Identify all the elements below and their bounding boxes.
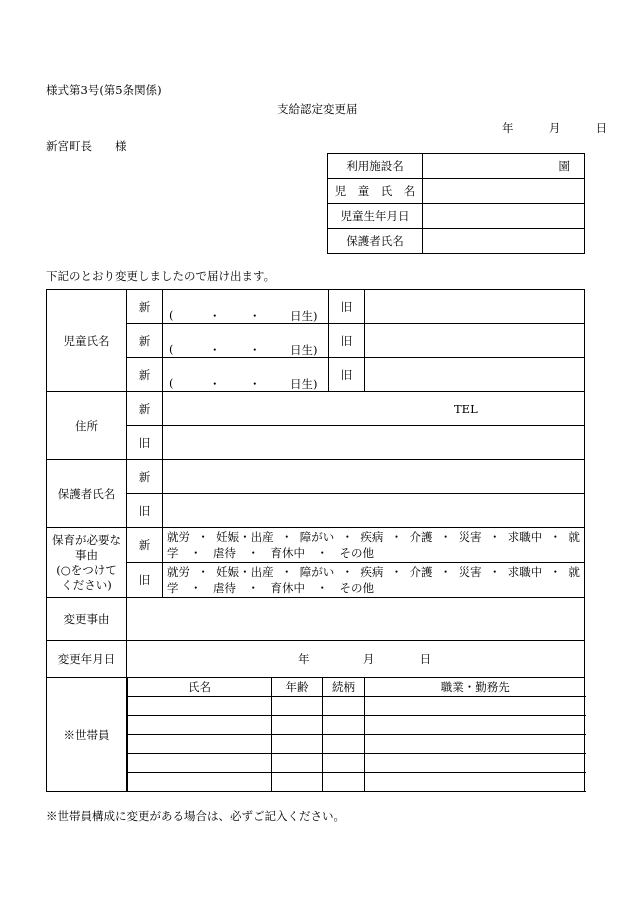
dob-close-2: 日生)	[290, 343, 318, 357]
opt-new-12[interactable]: 求職中	[507, 530, 543, 544]
household-col-occupation: 職業・勤務先	[365, 678, 586, 697]
dob-open-2: (	[169, 342, 174, 356]
child-new-field-3[interactable]	[163, 358, 329, 392]
dob-dot-2b: ・	[249, 343, 261, 357]
opt-old-4[interactable]: 障がい	[299, 565, 335, 579]
opt-new-13: ・	[549, 530, 562, 544]
opt-old-11: ・	[488, 565, 501, 579]
hh-row5-relation[interactable]	[323, 773, 365, 792]
hh-row3-relation[interactable]	[323, 735, 365, 754]
household-col-age: 年齢	[272, 678, 323, 697]
change-details-table	[46, 289, 585, 792]
household-table	[127, 678, 586, 791]
hh-row5-age[interactable]	[272, 773, 323, 792]
reason-label-line2: 事由	[75, 547, 98, 562]
address-new-label: 新	[127, 392, 163, 426]
opt-new-6[interactable]: 疾病	[360, 530, 384, 544]
address-old-field[interactable]	[163, 426, 585, 460]
tel-label: TEL	[454, 401, 478, 416]
opt-new-5: ・	[341, 530, 354, 544]
applicant-info-table	[327, 153, 585, 254]
reason-new-options-line2[interactable]: 学 ・ 虐待 ・ 育休中 ・ その他	[167, 546, 374, 560]
dob-open-3: (	[169, 376, 174, 390]
hh-row1-relation[interactable]	[323, 697, 365, 716]
dob-dot-1b: ・	[249, 309, 261, 323]
opt-new-7: ・	[390, 530, 403, 544]
guardian-label: 保護者氏名	[328, 229, 423, 254]
child-name-section-label: 児童氏名	[47, 290, 127, 392]
facility-suffix: 園	[558, 159, 570, 173]
child-name-label: 児 童 氏 名	[328, 179, 423, 204]
opt-new-4[interactable]: 障がい	[299, 530, 335, 544]
address-new-field[interactable]	[163, 392, 585, 426]
reason-new-label: 新	[127, 528, 163, 563]
hh-row4-name[interactable]	[128, 754, 272, 773]
opt-new-8[interactable]: 介護	[409, 530, 433, 544]
opt-old-8[interactable]: 介護	[409, 565, 433, 579]
date-year: 年	[502, 121, 514, 135]
reason-label-line3: (○をつけて	[56, 562, 117, 577]
reason-new-field[interactable]	[163, 528, 585, 563]
hh-row4-relation[interactable]	[323, 754, 365, 773]
opt-old-7: ・	[390, 565, 403, 579]
opt-new-1: ・	[197, 530, 209, 544]
opt-old-14[interactable]: 就	[568, 565, 580, 579]
opt-old-1: ・	[197, 565, 209, 579]
hh-row4-age[interactable]	[272, 754, 323, 773]
opt-new-9: ・	[439, 530, 452, 544]
household-grid-cell	[127, 678, 585, 792]
opt-new-10[interactable]: 災害	[458, 530, 482, 544]
hh-row5-occupation[interactable]	[365, 773, 586, 792]
opt-new-11: ・	[488, 530, 501, 544]
opt-old-12[interactable]: 求職中	[507, 565, 543, 579]
addressee: 新宮町長 様	[46, 139, 127, 153]
intro-text: 下記のとおり変更しましたので届け出ます。	[46, 269, 276, 283]
reason-old-options-line1	[163, 564, 584, 580]
date-day: 日	[595, 121, 608, 135]
dob-dot-1a: ・	[209, 309, 221, 323]
child-new-label-2: 新	[127, 324, 163, 358]
hh-row1-age[interactable]	[272, 697, 323, 716]
reason-old-options-line2[interactable]: 学 ・ 虐待 ・ 育休中 ・ その他	[167, 581, 374, 595]
child-old-label-2: 旧	[329, 324, 365, 358]
child-new-field-1[interactable]	[163, 290, 329, 324]
dob-dot-2a: ・	[209, 343, 221, 357]
hh-row3-occupation[interactable]	[365, 735, 586, 754]
opt-old-5: ・	[341, 565, 354, 579]
change-date-month: 月	[362, 652, 375, 666]
change-date-label: 変更年月日	[47, 641, 127, 678]
child-dob-field[interactable]	[423, 204, 585, 229]
hh-row1-occupation[interactable]	[365, 697, 586, 716]
dob-close-3: 日生)	[290, 377, 318, 391]
child-old-field-3[interactable]	[365, 358, 585, 392]
opt-old-9: ・	[439, 565, 452, 579]
facility-field[interactable]	[423, 154, 585, 179]
change-matter-field[interactable]	[127, 598, 585, 641]
child-dob-label: 児童生年月日	[328, 204, 423, 229]
address-section-label: 住所	[47, 392, 127, 460]
hh-row3-name[interactable]	[128, 735, 272, 754]
child-new-label-3: 新	[127, 358, 163, 392]
opt-new-2[interactable]: 妊娠・出産	[216, 530, 274, 544]
reason-label-line1: 保育が必要な	[52, 532, 121, 547]
dob-open-1: (	[169, 308, 174, 322]
household-col-name: 氏名	[128, 678, 272, 697]
opt-old-0[interactable]: 就労	[167, 565, 190, 579]
form-title: 支給認定変更届	[277, 102, 358, 116]
hh-row2-age[interactable]	[272, 716, 323, 735]
opt-new-0[interactable]: 就労	[167, 530, 190, 544]
opt-old-6[interactable]: 疾病	[360, 565, 384, 579]
date-month: 月	[548, 121, 561, 135]
child-old-field-2[interactable]	[365, 324, 585, 358]
footnote: ※世帯員構成に変更がある場合は、必ずご記入ください。	[46, 809, 345, 823]
dob-dot-3a: ・	[209, 377, 221, 391]
hh-row2-name[interactable]	[128, 716, 272, 735]
reason-old-label: 旧	[127, 563, 163, 598]
guardian-section-label: 保護者氏名	[47, 460, 127, 528]
guardian-old-field[interactable]	[163, 494, 585, 528]
guardian-field[interactable]	[423, 229, 585, 254]
opt-new-14[interactable]: 就	[568, 530, 580, 544]
dob-close-1: 日生)	[290, 309, 318, 323]
opt-old-10[interactable]: 災害	[458, 565, 482, 579]
reason-new-options-line1	[163, 529, 584, 545]
change-date-field[interactable]	[127, 641, 585, 678]
reason-label-line4: ください)	[61, 577, 112, 592]
child-new-label-1: 新	[127, 290, 163, 324]
date-line	[502, 120, 607, 136]
opt-new-3: ・	[280, 530, 293, 544]
hh-row4-occupation[interactable]	[365, 754, 586, 773]
opt-old-13: ・	[549, 565, 562, 579]
hh-row3-age[interactable]	[272, 735, 323, 754]
household-col-relation: 続柄	[323, 678, 365, 697]
address-old-label: 旧	[127, 426, 163, 460]
child-old-label-3: 旧	[329, 358, 365, 392]
dob-dot-3b: ・	[249, 377, 261, 391]
change-date-year: 年	[298, 652, 310, 666]
guardian-new-field[interactable]	[163, 460, 585, 494]
form-number: 様式第3号(第5条関係)	[46, 83, 162, 97]
opt-old-2[interactable]: 妊娠・出産	[216, 565, 274, 579]
child-old-field-1[interactable]	[365, 290, 585, 324]
change-date-day: 日	[419, 652, 432, 666]
household-label: ※世帯員	[47, 678, 127, 792]
hh-row2-occupation[interactable]	[365, 716, 586, 735]
reason-old-field[interactable]	[163, 563, 585, 598]
child-old-label-1: 旧	[329, 290, 365, 324]
opt-old-3: ・	[280, 565, 293, 579]
hh-row5-name[interactable]	[128, 773, 272, 792]
child-new-field-2[interactable]	[163, 324, 329, 358]
reason-section-label	[47, 528, 127, 598]
child-name-field[interactable]	[423, 179, 585, 204]
change-matter-label: 変更事由	[47, 598, 127, 641]
hh-row1-name[interactable]	[128, 697, 272, 716]
guardian-old-label: 旧	[127, 494, 163, 528]
facility-label: 利用施設名	[328, 154, 423, 179]
hh-row2-relation[interactable]	[323, 716, 365, 735]
guardian-new-label: 新	[127, 460, 163, 494]
